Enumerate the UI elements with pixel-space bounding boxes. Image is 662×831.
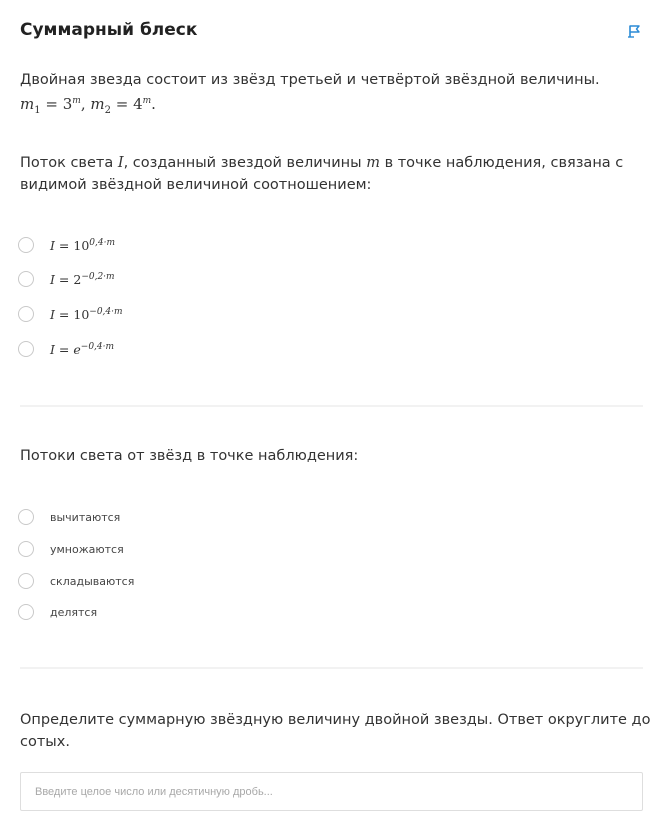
question2-option[interactable] xyxy=(18,571,134,591)
intro-text: Двойная звезда состоит из звёзд третьей и четвёртой звёздной величины. xyxy=(20,72,600,88)
question2-option[interactable] xyxy=(18,507,120,527)
page-title: Суммарный блеск xyxy=(20,20,198,40)
question1-option[interactable] xyxy=(18,304,123,324)
section-divider xyxy=(20,667,643,669)
radio-button[interactable] xyxy=(18,306,34,322)
question1-text: Поток света I, созданный звездой величины m в точке наблюдения, связана с видимой звёздной величиной соотношением: xyxy=(20,155,624,193)
radio-button[interactable] xyxy=(18,341,34,357)
radio-button[interactable] xyxy=(18,237,34,253)
flag-icon[interactable] xyxy=(627,24,641,38)
option-label: складываются xyxy=(50,574,135,588)
option-label: делятся xyxy=(50,605,98,619)
question3-text: Определите суммарную звёздную величину двойной звезды. Ответ округлите до сотых. xyxy=(20,712,651,750)
formula-option: $I = 2^{-0,2\cdot m}$ xyxy=(50,271,115,287)
option-label: вычитаются xyxy=(50,510,121,524)
radio-button[interactable] xyxy=(18,604,34,620)
answer-input[interactable] xyxy=(20,772,643,811)
radio-button[interactable] xyxy=(18,509,34,525)
question2-option[interactable] xyxy=(18,602,97,622)
question2-option[interactable] xyxy=(18,539,124,559)
radio-button[interactable] xyxy=(18,271,34,287)
question1-option[interactable] xyxy=(18,339,114,359)
radio-button[interactable] xyxy=(18,541,34,557)
formula-option: $I = 10^{0,4\cdot m}$ xyxy=(50,237,115,253)
section-divider xyxy=(20,405,643,407)
question2-text: Потоки света от звёзд в точке наблюдения: xyxy=(20,448,359,464)
formula-option: $I = 10^{-0,4\cdot m}$ xyxy=(50,306,123,322)
formula-option: $I = e^{-0,4\cdot m}$ xyxy=(50,341,115,357)
question1-option[interactable] xyxy=(18,269,115,289)
option-label: умножаются xyxy=(50,542,124,556)
intro-formula: $m_1 = 3^m$, $m_2 = 4^m$. xyxy=(20,95,156,116)
question1-option[interactable] xyxy=(18,235,115,255)
radio-button[interactable] xyxy=(18,573,34,589)
